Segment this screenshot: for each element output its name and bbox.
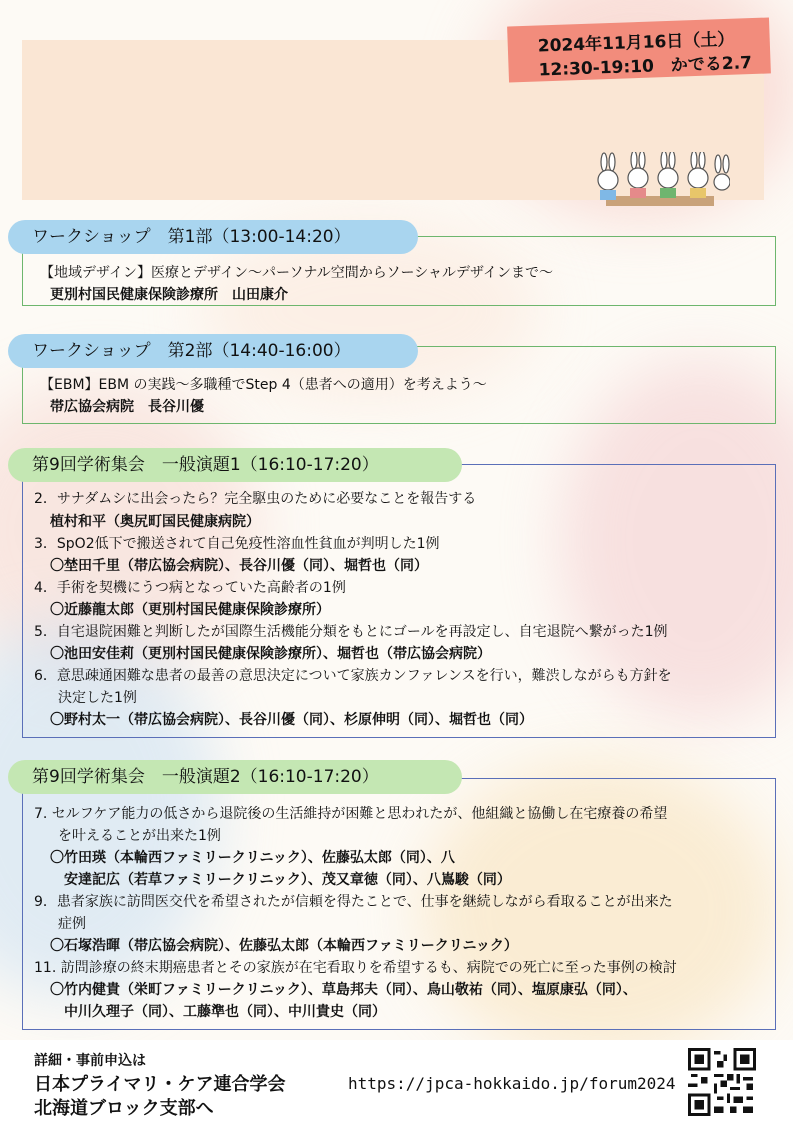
session1-line: 6．意思疎通困難な患者の最善の意思決定について家族カンファレンスを行い，難渋しながらも方針を (34, 668, 672, 684)
session2-line: を叶えることが出来た1例 (58, 828, 221, 844)
session1-line: 〇池田安佳莉（更別村国民健康保険診療所）、堀哲也（帯広協会病院） (50, 646, 491, 662)
session2-line: 中川久理子（同）、工藤準也（同）、中川貴史（同） (64, 1004, 386, 1020)
session2-line: 症例 (58, 916, 86, 932)
session1-line: 2．サナダムシに出会ったら？完全駆虫のために必要なことを報告する (34, 491, 477, 507)
session2-line: 〇竹内健貴（栄町ファミリークリニック）、草島邦夫（同）、鳥山敬祐（同）、塩原康弘（同）、 (50, 982, 637, 998)
session1-line: 決定した1例 (58, 690, 137, 706)
session1-line: 〇野村太一（帯広協会病院）、長谷川優（同）、杉原伸明（同）、堀哲也（同） (50, 712, 533, 728)
forum-url-link[interactable]: https://jpca-hokkaido.jp/forum2024 (348, 1074, 676, 1093)
session1-label: 第9回学術集会 一般演題1（16:10-17:20） (8, 448, 462, 482)
workshop1-speaker: 更別村国民健康保険診療所 山田康介 (50, 287, 288, 303)
footer-note: 詳細・事前申込は (34, 1053, 146, 1069)
session2-line: 〇竹田瑛（本輪西ファミリークリニック）、佐藤弘太郎（同）、八 (50, 850, 455, 866)
event-time-venue: 12:30-19:10 かでる2.7 (538, 53, 753, 81)
footer-org-branch: 北海道ブロック支部へ (34, 1098, 214, 1119)
workshop1-label: ワークショップ 第1部（13:00-14:20） (8, 220, 418, 254)
event-date: 2024年11月16日（土） (537, 29, 735, 57)
session1-line: 4．手術を契機にうつ病となっていた高齢者の1例 (34, 580, 346, 596)
session2-line: 9．患者家族に訪問医交代を希望されたが信頼を得たことで、仕事を継続しながら看取ることが出来た (34, 894, 673, 910)
session1-line: 〇近藤龍太郎（更別村国民健康保険診療所） (50, 602, 330, 618)
workshop2-speaker: 帯広協会病院 長谷川優 (50, 399, 204, 415)
session2-label: 第9回学術集会 一般演題2（16:10-17:20） (8, 760, 462, 794)
session2-line: 7. セルフケア能力の低さから退院後の生活維持が困難と思われたが、他組織と協働し在宅療養の希望 (34, 806, 668, 822)
session2-line: 11. 訪問診療の終末期癌患者とその家族が在宅看取りを希望するも、病院での死亡に至った事例の検討 (34, 960, 677, 976)
session1-line: 3．SpO2低下で搬送されて自己免疫性溶血性貧血が判明した1例 (34, 536, 440, 552)
session1-line: 植村和平（奥尻町国民健康病院） (50, 514, 260, 530)
workshop2-label: ワークショップ 第2部（14:40-16:00） (8, 334, 418, 368)
footer-org-name: 日本プライマリ・ケア連合学会 (34, 1074, 286, 1095)
session2-line: 〇石塚浩暉（帯広協会病院）、佐藤弘太郎（本輪西ファミリークリニック） (50, 938, 518, 954)
session1-line: 〇埜田千里（帯広協会病院）、長谷川優（同）、堀哲也（同） (50, 558, 428, 574)
qr-code-icon[interactable] (688, 1048, 756, 1116)
rabbits-illustration (590, 152, 730, 214)
date-tag (507, 17, 771, 82)
session1-line: 5．自宅退院困難と判断したが国際生活機能分類をもとにゴールを再設定し、自宅退院へ繋がった1例 (34, 624, 668, 640)
workshop2-topic: 【EBM】EBM の実践～多職種でStep 4（患者への適用）を考えよう～ (40, 377, 487, 393)
workshop1-topic: 【地域デザイン】医療とデザイン～パーソナル空間からソーシャルデザインまで～ (40, 265, 553, 281)
session2-line: 安達記広（若草ファミリークリニック）、茂又章徳（同）、八嶌駿（同） (64, 872, 511, 888)
